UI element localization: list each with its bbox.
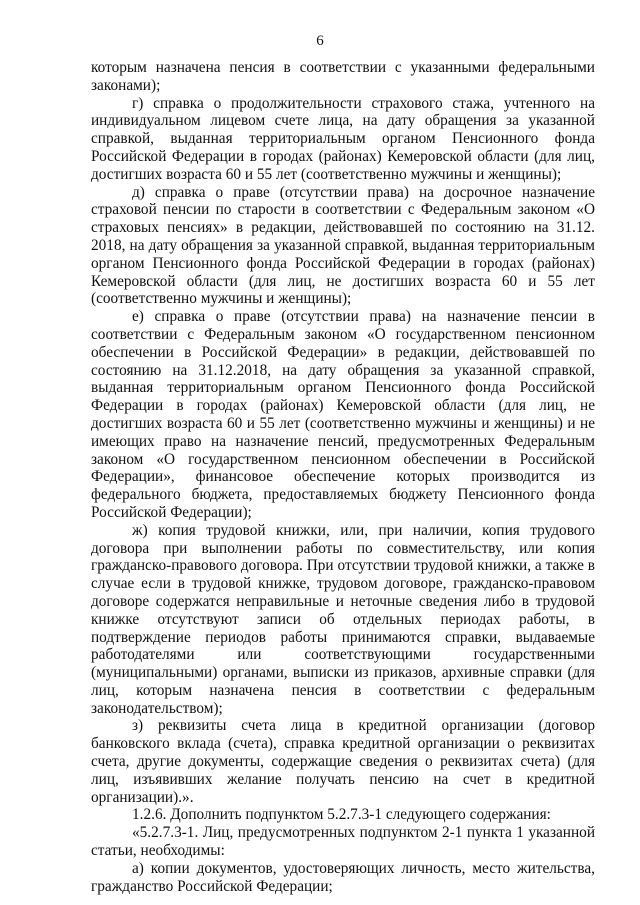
paragraph-item-a: а) копии документов, удостоверяющих личность, место жительства, гражданство Российской Федерации; — [91, 859, 595, 895]
paragraph-item-g: г) справка о продолжительности страхового стажа, учтенного на индивидуальном лицевом счете лица, на дату обращения за указанной справкой, выданная территориальным органом Пенсионного фонда Российской Федерации в городах (районах) Кемеровской области (для лиц, достигших возраста 60 и 55 лет (соответственно мужчины и женщины); — [91, 94, 595, 183]
page-number: 6 — [316, 33, 324, 49]
paragraph-item-zh: ж) копия трудовой книжки, или, при наличии, копия трудового договора при выполнении работы по совместительству, или копия гражданско-правового договора. При отсутствии трудовой книжки, а также в случае если в трудовой книжке, трудовом договоре, гражданско-правовом договоре содержатся неправильные и неточные сведения либо в трудовой книжке отсутствуют записи об отдельных периодах работы, в подтверждение периодов работы принимаются справки, выдаваемые работодателями или соответствующими государственными (муниципальными) органами, выписки из приказов, архивные справки (для лиц, которым назначена пенсия в соответствии с федеральным законодательством); — [91, 521, 595, 717]
paragraph-clause-1-2-6: 1.2.6. Дополнить подпунктом 5.2.7.3-1 следующего содержания: — [132, 806, 551, 824]
paragraph-item-d: д) справка о праве (отсутствии права) на досрочное назначение страховой пенсии по старости в соответствии с Федеральным законом «О страховых пенсиях» в редакции, действовавшей по состоянию на 31.12. 2018, на дату обращения за указанной справкой, выданная территориальным органом Пенсионного фонда Российской Федерации в городах (районах) Кемеровской области (для лиц, не достигших возраста 60 и 55 лет (соответственно мужчины и женщины); — [91, 183, 595, 308]
document-body — [91, 59, 595, 895]
paragraph-continuation: которым назначена пенсия в соответствии с указанными федеральными законами); — [91, 59, 595, 94]
paragraph-clause-5-2-7-3-1: «5.2.7.3-1. Лиц, предусмотренных подпунктом 2-1 пункта 1 указанной статьи, необходимы: — [91, 824, 595, 860]
paragraph-item-z: з) реквизиты счета лица в кредитной организации (договор банковского вклада (счета), справка кредитной организации о реквизитах счета, другие документы, содержащие сведения о реквизитах счета) (для лиц, изъявивших желание получать пенсию на счет в кредитной организации).». — [91, 717, 595, 806]
paragraph-item-e: е) справка о праве (отсутствии права) на назначение пенсии в соответствии с Федеральным законом «О государственном пенсионном обеспечении в Российской Федерации» в редакции, действовавшей по состоянию на 31.12.2018, на дату обращения за указанной справкой, выданная территориальным органом Пенсионного фонда Российской Федерации в городах (районах) Кемеровской области (для лиц, не достигших возраста 60 и 55 лет (соответственно мужчины и женщины) и не имеющих право на назначение пенсий, предусмотренных Федеральным законом «О государственном пенсионном обеспечении в Российской Федерации», финансовое обеспечение которых производится из федерального бюджета, предоставляемых бюджету Пенсионного фонда Российской Федерации); — [91, 308, 595, 521]
